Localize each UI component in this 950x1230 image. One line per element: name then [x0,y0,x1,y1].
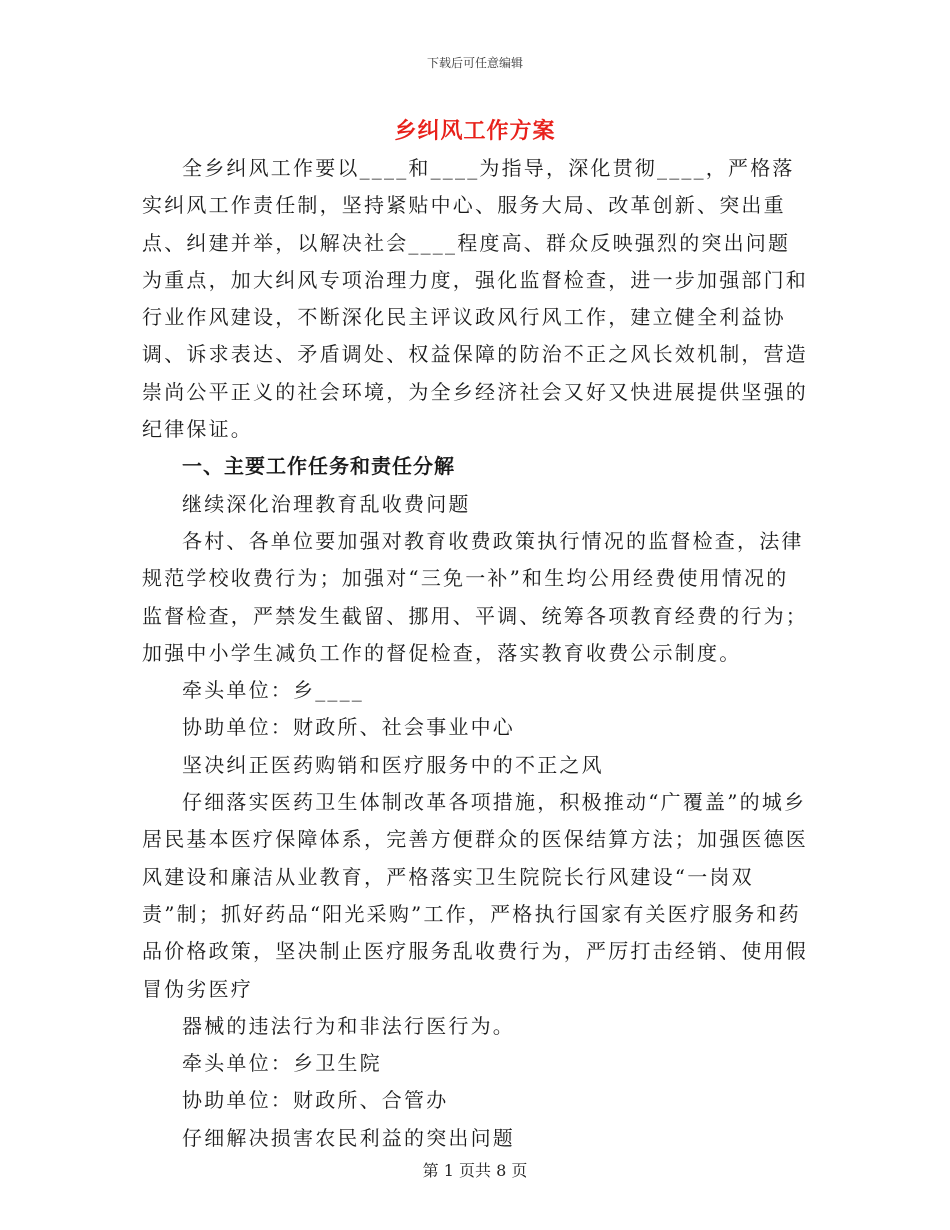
header-note: 下载后可任意编辑 [426,56,523,70]
subheading-medical: 坚决纠正医药购销和医疗服务中的不正之风 [182,752,604,777]
lead-unit-1: 牵头单位：乡____ [182,678,364,703]
assist-unit-2: 协助单位：财政所、合管办 [182,1088,449,1113]
lead-unit-2: 牵头单位：乡卫生院 [182,1051,382,1076]
paragraph-medical-cont: 器械的违法行为和非法行医行为。 [182,1013,515,1038]
paragraph-medical: 仔细落实医药卫生体制改革各项措施，积极推动“广覆盖”的城乡居民基本医疗保障体系，完善方便群众的医保结算方法；加强医德医风建设和廉洁从业教育，严格落实卫生院院长行风建设“一岗双责”制；抓好药品“阳光采购”工作，严格执行国家有关医疗服务和药品价格政策，坚决制止医疗服务乱收费行为，严厉打击经销、使用假冒伪劣医疗 [142,790,808,1001]
section-heading: 一、主要工作任务和责任分解 [182,454,455,479]
paragraph-intro: 全乡纠风工作要以____和____为指导，深化贯彻____，严格落实纠风工作责任制，坚持紧贴中心、服务大局、改革创新、突出重点、纠建并举，以解决社会____程度高、群众反映强烈的突出问题为重点，加大纠风专项治理力度，强化监督检查，进一步加强部门和行业作风建设，不断深化民主评议政风行风工作，建立健全利益协调、诉求表达、矛盾调处、权益保障的防治不正之风长效机制，营造崇尚公平正义的社会环境，为全乡经济社会又好又快进展提供坚强的纪律保证。 [142,156,808,442]
subheading-education-fees: 继续深化治理教育乱收费问题 [182,491,471,516]
paragraph-education-fees: 各村、各单位要加强对教育收费政策执行情况的监督检查，法律规范学校收费行为；加强对“三免一补”和生均公用经费使用情况的监督检查，严禁发生截留、挪用、平调、统筹各项教育经费的行为；加强中小学生减负工作的督促检查，落实教育收费公示制度。 [142,528,808,665]
page-footer: 第 1 页共 8 页 [422,1161,528,1180]
document-body [142,150,810,1157]
assist-unit-1: 协助单位：财政所、社会事业中心 [182,715,515,740]
subheading-farmers: 仔细解决损害农民利益的突出问题 [182,1125,515,1150]
document-title: 乡纠风工作方案 [394,118,556,144]
